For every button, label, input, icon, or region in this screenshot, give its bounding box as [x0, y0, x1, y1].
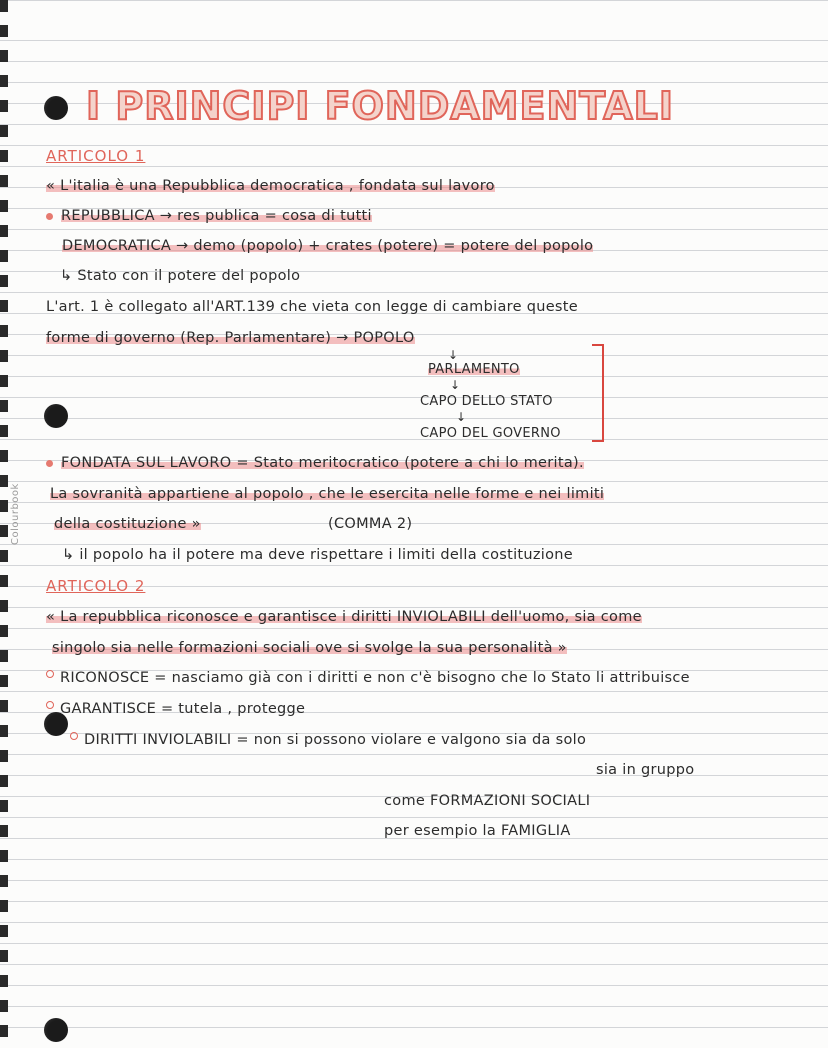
- art1-forme-text: forme di governo (Rep. Parlamentare) → POPOLO: [46, 330, 415, 346]
- diagram-arrow: ↓: [448, 348, 459, 362]
- diagram-capo-governo: CAPO DEL GOVERNO: [420, 426, 561, 441]
- punch-hole: [44, 1018, 68, 1042]
- bullet-dot-icon: [46, 460, 53, 467]
- art1-quote-text: « L'italia è una Repubblica democratica , fondata sul lavoro: [46, 178, 495, 194]
- art2-gruppo: sia in gruppo: [596, 762, 695, 778]
- articolo-2-heading: ARTICOLO 2: [46, 577, 146, 595]
- articolo-1-heading: ARTICOLO 1: [46, 147, 146, 165]
- diagram-arrow: ↓: [456, 410, 467, 424]
- spiral-binding: [0, 0, 8, 1048]
- art2-diritti-text: DIRITTI INVIOLABILI = non si possono violare e valgono sia da solo: [84, 732, 587, 748]
- punch-hole: [44, 96, 68, 120]
- art2-riconosce-text: RICONOSCE = nasciamo già con i diritti e non c'è bisogno che lo Stato li attribuisce: [60, 670, 690, 686]
- art1-popolo-potere: ↳ il popolo ha il potere ma deve rispettare i limiti della costituzione: [62, 547, 573, 563]
- art2-quote-2-text: singolo sia nelle formazioni sociali ove si svolge la sua personalità »: [52, 640, 567, 656]
- art1-repubblica: [46, 208, 372, 224]
- art2-formazioni: come FORMAZIONI SOCIALI: [384, 793, 591, 809]
- art1-forme: [46, 330, 415, 346]
- punch-hole: [44, 404, 68, 428]
- art2-quote-2: [52, 640, 567, 656]
- page-title: I PRINCIPI FONDAMENTALI: [86, 84, 674, 128]
- bullet-circle-icon: [46, 670, 54, 678]
- art1-comma: (COMMA 2): [328, 516, 413, 532]
- diagram-arrow: ↓: [450, 378, 461, 392]
- art1-fondata: [46, 455, 584, 471]
- art1-fondata-text: FONDATA SUL LAVORO = Stato meritocratico (potere a chi lo merita).: [61, 455, 584, 471]
- diagram-parlamento: [428, 362, 520, 377]
- bullet-circle-icon: [46, 701, 54, 709]
- art2-garantisce-text: GARANTISCE = tutela , protegge: [60, 701, 306, 717]
- art1-collegato: L'art. 1 è collegato all'ART.139 che vieta con legge di cambiare queste: [46, 299, 578, 315]
- art2-quote-1: [46, 609, 642, 625]
- art1-costituzione-text: della costituzione »: [54, 516, 201, 532]
- art1-quote: [46, 178, 495, 194]
- art1-costituzione: [54, 516, 201, 532]
- art1-democratica-text: DEMOCRATICA → demo (popolo) + crates (potere) = potere del popolo: [62, 238, 594, 254]
- art1-repubblica-text: REPUBBLICA → res publica = cosa di tutti: [61, 208, 372, 224]
- diagram-parlamento-text: PARLAMENTO: [428, 362, 520, 377]
- art2-garantisce: [46, 701, 305, 717]
- bullet-dot-icon: [46, 213, 53, 220]
- diagram-capo-stato: CAPO DELLO STATO: [420, 394, 553, 409]
- diagram-bracket: [592, 344, 604, 442]
- art2-famiglia: per esempio la FAMIGLIA: [384, 823, 571, 839]
- brand-watermark: Colourbook: [10, 483, 21, 545]
- art2-diritti: [70, 732, 586, 748]
- art2-riconosce: [46, 670, 690, 686]
- art1-stato: ↳ Stato con il potere del popolo: [60, 268, 301, 284]
- art2-quote-1-text: « La repubblica riconosce e garantisce i diritti INVIOLABILI dell'uomo, sia come: [46, 609, 642, 625]
- bullet-circle-icon: [70, 732, 78, 740]
- art1-sovranita-text: La sovranità appartiene al popolo , che le esercita nelle forme e nei limiti: [50, 486, 605, 502]
- art1-democratica: [62, 238, 593, 254]
- art1-sovranita: [50, 486, 604, 502]
